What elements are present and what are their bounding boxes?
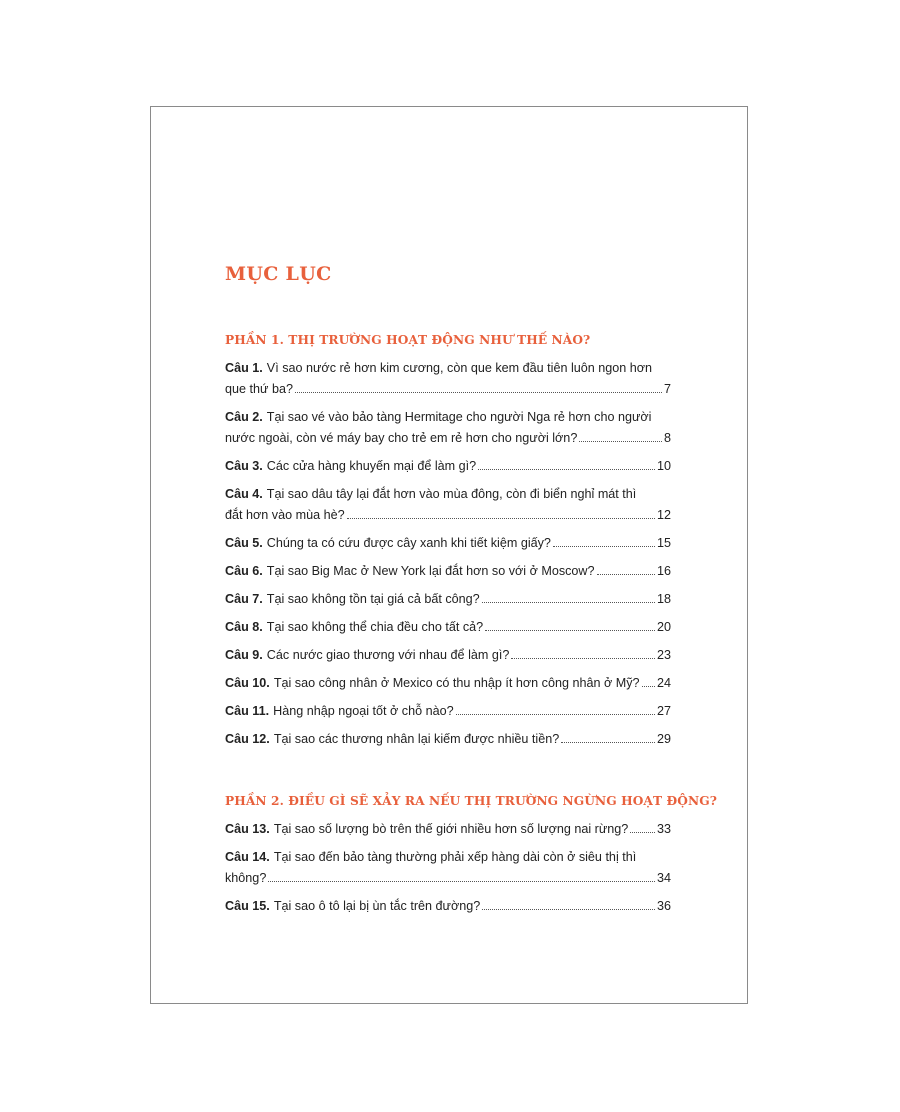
entry-title: Chúng ta có cứu được cây xanh khi tiết kiệm giấy? <box>266 536 551 550</box>
entry-label: Câu 3. <box>225 459 263 473</box>
entry-label: Câu 2. <box>225 410 263 424</box>
toc-entry[interactable] <box>225 701 671 722</box>
dot-leader <box>642 686 655 687</box>
toc-entry[interactable] <box>225 729 671 750</box>
toc-entry[interactable] <box>225 407 671 449</box>
entry-label: Câu 4. <box>225 487 263 501</box>
part-2-section <box>225 794 717 924</box>
entry-title: Tại sao công nhân ở Mexico có thu nhập ít hơn công nhân ở Mỹ? <box>273 676 640 690</box>
toc-entry[interactable] <box>225 358 671 400</box>
entry-page-number: 36 <box>656 899 671 913</box>
toc-entry[interactable] <box>225 617 671 638</box>
dot-leader <box>347 518 655 519</box>
toc-entry[interactable] <box>225 896 671 917</box>
dot-leader <box>553 546 655 547</box>
toc-entry[interactable] <box>225 645 671 666</box>
entry-label: Câu 11. <box>225 704 270 718</box>
entry-label: Câu 9. <box>225 648 263 662</box>
book-page <box>150 106 748 1004</box>
entry-label: Câu 5. <box>225 536 263 550</box>
entry-title: đắt hơn vào mùa hè? <box>225 508 345 522</box>
entry-title: Tại sao các thương nhân lại kiếm được nhiều tiền? <box>273 732 560 746</box>
entry-page-number: 7 <box>663 382 671 396</box>
dot-leader <box>482 909 655 910</box>
entry-title-line <box>225 484 671 505</box>
entry-page-number: 12 <box>656 508 671 522</box>
entry-page-number: 20 <box>656 620 671 634</box>
entry-title: Hàng nhập ngoại tốt ở chỗ nào? <box>273 704 454 718</box>
entry-page-number: 8 <box>663 431 671 445</box>
entry-label: Câu 12. <box>225 732 270 746</box>
entry-title: Tại sao dâu tây lại đắt hơn vào mùa đông, còn đi biển nghỉ mát thì <box>266 487 637 501</box>
entry-title: Tại sao đến bảo tàng thường phải xếp hàng dài còn ở siêu thị thì <box>273 850 637 864</box>
entry-page-number: 34 <box>656 871 671 885</box>
entry-label: Câu 7. <box>225 592 263 606</box>
entry-title: Tại sao Big Mac ở New York lại đắt hơn so với ở Moscow? <box>266 564 595 578</box>
toc-entry[interactable] <box>225 847 671 889</box>
entry-page-number: 29 <box>656 732 671 746</box>
part-1-section <box>225 333 671 757</box>
entry-page-number: 33 <box>656 822 671 836</box>
toc-entry[interactable] <box>225 673 671 694</box>
dot-leader <box>485 630 655 631</box>
dot-leader <box>579 441 662 442</box>
entry-title-line <box>225 407 671 428</box>
entry-label: Câu 14. <box>225 850 270 864</box>
entry-title: không? <box>225 871 267 885</box>
dot-leader <box>268 881 655 882</box>
entry-title: Tại sao số lượng bò trên thế giới nhiều hơn số lượng nai rừng? <box>273 822 629 836</box>
dot-leader <box>456 714 655 715</box>
part-heading: PHẦN 1. THỊ TRƯỜNG HOẠT ĐỘNG NHƯ THẾ NÀO? <box>225 333 591 347</box>
entry-title: Vì sao nước rẻ hơn kim cương, còn que kem đầu tiên luôn ngon hơn <box>266 361 653 375</box>
entry-page-number: 16 <box>656 564 671 578</box>
part-heading: PHẦN 2. ĐIỀU GÌ SẼ XẢY RA NẾU THỊ TRƯỜNG NGỪNG HOẠT ĐỘNG? <box>225 794 717 808</box>
entry-page-number: 10 <box>656 459 671 473</box>
dot-leader <box>630 832 655 833</box>
entry-title: Các nước giao thương với nhau để làm gì? <box>266 648 510 662</box>
entry-page-number: 27 <box>656 704 671 718</box>
entry-title: Tại sao không tồn tại giá cả bất công? <box>266 592 480 606</box>
toc-entry[interactable] <box>225 456 671 477</box>
entry-title: Tại sao không thể chia đều cho tất cả? <box>266 620 484 634</box>
toc-entry[interactable] <box>225 819 671 840</box>
entry-page-number: 15 <box>656 536 671 550</box>
entry-label: Câu 1. <box>225 361 263 375</box>
entry-label: Câu 6. <box>225 564 263 578</box>
entry-label: Câu 15. <box>225 899 270 913</box>
dot-leader <box>482 602 655 603</box>
toc-entry[interactable] <box>225 589 671 610</box>
toc-entry[interactable] <box>225 484 671 526</box>
entry-title: Các cửa hàng khuyến mại để làm gì? <box>266 459 477 473</box>
entry-title-line <box>225 847 671 868</box>
toc-title: MỤC LỤC <box>225 263 332 285</box>
entry-title-line <box>225 358 671 379</box>
dot-leader <box>561 742 655 743</box>
entry-title: que thứ ba? <box>225 382 293 396</box>
dot-leader <box>295 392 662 393</box>
entry-page-number: 18 <box>656 592 671 606</box>
entry-page-number: 24 <box>656 676 671 690</box>
toc-entry[interactable] <box>225 533 671 554</box>
entry-label: Câu 13. <box>225 822 270 836</box>
dot-leader <box>478 469 655 470</box>
entry-title: Tại sao ô tô lại bị ùn tắc trên đường? <box>273 899 481 913</box>
dot-leader <box>597 574 655 575</box>
dot-leader <box>511 658 655 659</box>
entry-title: nước ngoài, còn vé máy bay cho trẻ em rẻ hơn cho người lớn? <box>225 431 578 445</box>
entry-page-number: 23 <box>656 648 671 662</box>
entry-label: Câu 8. <box>225 620 263 634</box>
entry-label: Câu 10. <box>225 676 270 690</box>
entry-title: Tại sao vé vào bảo tàng Hermitage cho người Nga rẻ hơn cho người <box>266 410 652 424</box>
toc-entry[interactable] <box>225 561 671 582</box>
